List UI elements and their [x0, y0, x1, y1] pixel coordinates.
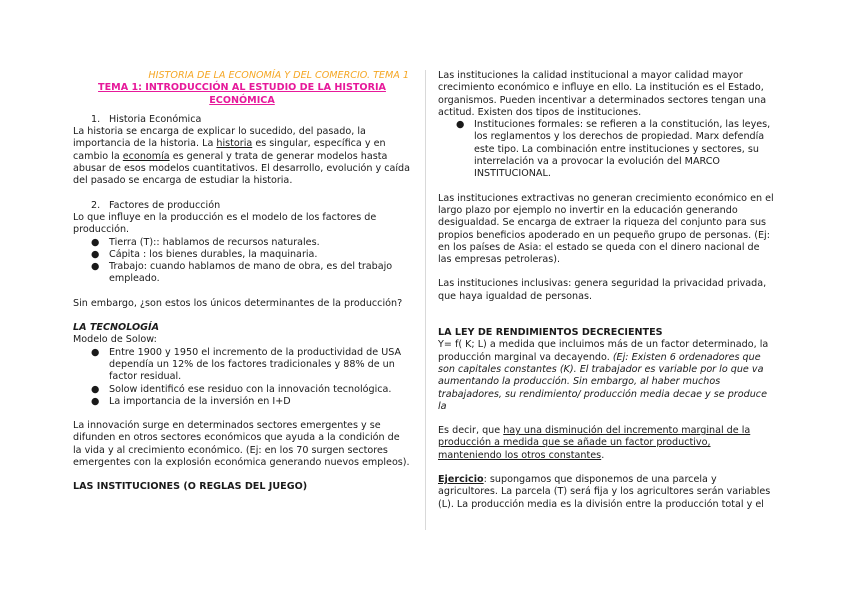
list-item: ● La importancia de la inversión en I+D — [91, 395, 291, 407]
institutions-heading: LAS INSTITUCIONES (O REGLAS DEL JUEGO) — [73, 481, 308, 493]
technology-heading: LA TECNOLOGÍA — [73, 322, 159, 334]
left-column — [73, 70, 411, 494]
exercise-paragraph: Ejercicio: supongamos que disponemos de una parcela y agricultores. La parcela (T) será fija y los agricultores serán variables (L). La producción media es la división entre la producción total y el — [438, 474, 771, 510]
list-item: ● Cápita : los bienes durables, la maquinaria. — [91, 248, 318, 260]
extractive-paragraph: Las instituciones extractivas no generan crecimiento económico en el largo plazo por ejemplo no invertir en la educación generando desigualdad. Se encarga de extraer la riqueza del conjunto para sus propios beneficios apoderado en un pequeño grupo de personas. (Ej: en los países de Asia: el estado se queda con el dinero nacional de las empresas petroleras). — [438, 192, 774, 266]
factors-list — [73, 237, 411, 286]
law-paragraph: Y= f( K; L) a medida que incluimos más de un factor determinado, la producción marginal va decayendo. (Ej: Existen 6 ordenadores que son capitales constantes (K). El trabajador es variable por lo que va aumentando la producción. Sin embargo, al haber muchos trabajadores, su rendimiento/ producción media decae y se produce la — [438, 339, 769, 412]
solow-label: Modelo de Solow: — [73, 334, 157, 346]
law-heading: LA LEY DE RENDIMIENTOS DECRECIENTES — [438, 327, 663, 339]
list-item: ● Entre 1900 y 1950 el incremento de la productividad de USA dependía un 12% de los factores tradicionales y 88% de un factor residual. — [91, 346, 402, 383]
section-1-heading: 1. Historia Económica — [91, 113, 202, 125]
list-item: ● Trabajo: cuando hablamos de mano de obra, es del trabajo empleado. — [91, 261, 393, 285]
inclusive-paragraph: Las instituciones inclusivas: genera seguridad la privacidad privada, que haya igualdad de personas. — [438, 278, 767, 302]
list-item: ● Instituciones formales: se refieren a la constitución, las leyes, los reglamentos y los derechos de propiedad. Marx defendía este tipo. La combinación entre instituciones y sectores, su interrelación va a provocar la evolución del MARCO INSTITUCIONAL. — [456, 119, 771, 180]
list-item: ● Solow identificó ese residuo con la innovación tecnológica. — [91, 383, 392, 395]
innovation-paragraph: La innovación surge en determinados sectores emergentes y se difunden en otros sectores económicos que ayuda a la condición de la vida y al crecimiento económico. (Ej: en los 70 surgen sectores emergentes con la explosión económica generando nuevos empleos). — [73, 420, 410, 469]
list-item: ● Tierra (T):: hablamos de recursos naturales. — [91, 236, 320, 248]
technology-list — [73, 347, 411, 408]
institutions-paragraph: Las instituciones la calidad institucional a mayor calidad mayor crecimiento económico e influye en ello. La institución es el Estado, organismos. Pueden incentivar a determinados sectores tengan una actitud. Existen dos tipos de instituciones. — [438, 70, 767, 118]
section-1-paragraph: La historia se encarga de explicar lo sucedido, del pasado, la importancia de la historia. La historia es singular, específica y en cambio la economía es general y trata de generar modelos hasta abusar de esos modelos cuantitativos. El desarrollo, evolución y caída del pasado se encarga de estudiar la historia. — [73, 126, 410, 187]
question-paragraph: Sin embargo, ¿son estos los únicos determinantes de la producción? — [73, 297, 403, 309]
section-2-heading: 2. Factores de producción — [91, 199, 221, 211]
document-title: HISTORIA DE LA ECONOMÍA Y DEL COMERCIO. TEMA 1 — [148, 70, 409, 81]
column-divider — [425, 70, 426, 530]
es-decir-paragraph: Es decir, que hay una disminución del incremento marginal de la producción a medida que se añade un factor productivo, manteniendo los otros constantes. — [438, 425, 751, 461]
institutions-list — [438, 119, 775, 180]
chapter-title: TEMA 1: INTRODUCCIÓN AL ESTUDIO DE LA HISTORIA ECONÓMICA — [98, 82, 386, 106]
right-column — [438, 70, 775, 511]
section-2-paragraph: Lo que influye en la producción es el modelo de los factores de producción. — [73, 211, 377, 236]
